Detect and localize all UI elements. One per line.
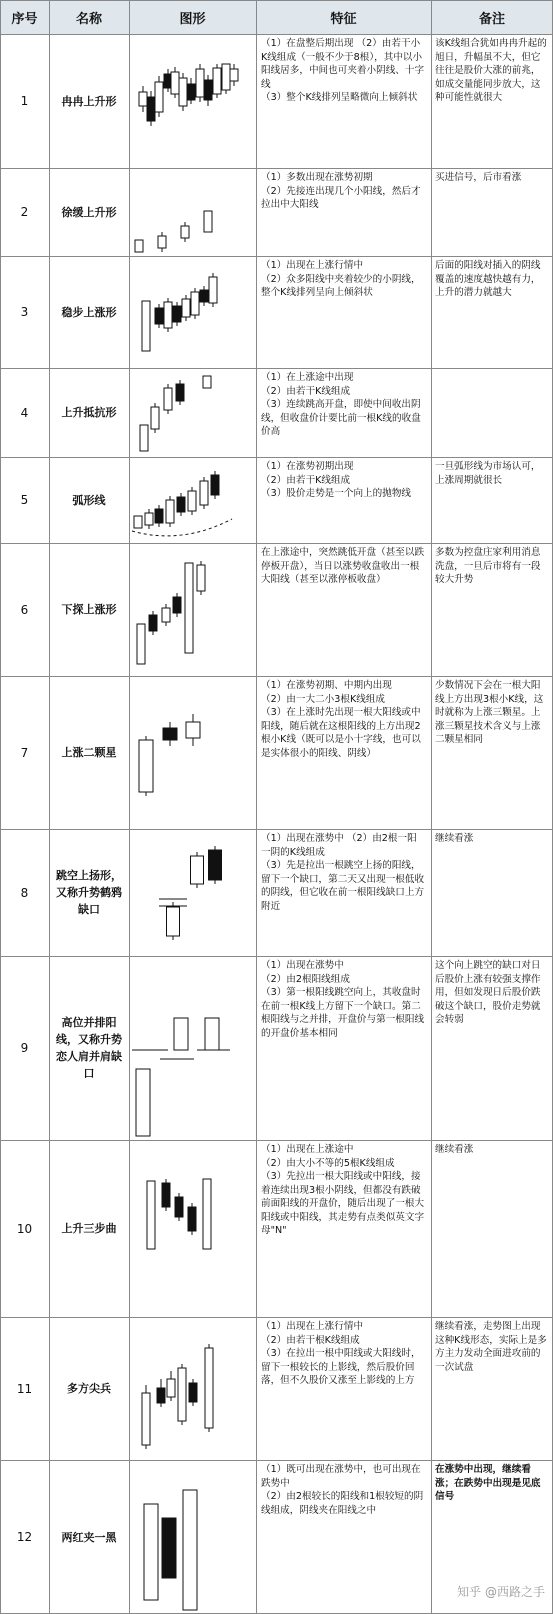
candlestick-figure (129, 457, 256, 543)
bearish-candle (187, 84, 195, 100)
bullish-candle (147, 1181, 155, 1249)
feature-line: （3）股价走势是一个向上的抛物线 (261, 488, 412, 499)
candlestick-chart (129, 457, 256, 543)
bullish-candle (178, 1368, 186, 1421)
pattern-name: 高位并排阳线，又称升势恋人肩并肩缺口 (56, 1016, 122, 1080)
bearish-candle (175, 1197, 183, 1217)
feature-line: （1）多数出现在涨势初期 (261, 172, 373, 183)
row-number: 9 (20, 1041, 29, 1055)
bullish-candle (188, 491, 196, 511)
candlestick-figure (129, 1460, 256, 1614)
pattern-notes: 买进信号，后市看涨 (435, 172, 522, 183)
bearish-candle (173, 306, 181, 322)
candlestick-chart (129, 1140, 256, 1317)
feature-line: （1）在涨势初期出现 (261, 461, 354, 472)
pattern-features (256, 1317, 431, 1460)
candlestick-figure (129, 368, 256, 457)
bullish-candle (167, 1379, 175, 1397)
candlestick-chart (129, 676, 256, 829)
pattern-features (256, 256, 431, 368)
pattern-features (256, 1140, 431, 1317)
pattern-name: 上升三步曲 (61, 1222, 117, 1235)
pattern-features (256, 956, 431, 1140)
pattern-notes (431, 368, 553, 457)
row-number: 5 (20, 493, 29, 507)
bearish-candle (204, 80, 212, 100)
pattern-features (256, 34, 431, 168)
pattern-name: 徐缓上升形 (61, 205, 117, 219)
pattern-notes: 在涨势中出现，继续看涨；在跌势中出现是见底信号 (435, 1464, 541, 1502)
row-number: 11 (16, 1381, 33, 1396)
feature-line: （1）出现在涨势中 (261, 960, 344, 971)
bearish-candle (173, 597, 181, 613)
pattern-notes: 后面的阳线对插入的阴线覆盖的速度越快越有力，上升的潜力就越大 (435, 260, 541, 298)
candlestick-chart (129, 829, 256, 956)
pattern-name: 冉冉上升形 (61, 94, 117, 108)
bullish-candle (209, 277, 217, 303)
bullish-candle (185, 563, 193, 653)
row-number: 12 (16, 1530, 33, 1544)
bullish-candle (181, 226, 189, 238)
pattern-name: 跳空上扬形，又称升势鹤鸦缺口 (56, 869, 122, 916)
row-number: 6 (20, 602, 29, 617)
row-number: 3 (20, 305, 29, 319)
feature-line: （1）既可出现在涨势中，也可出现在跌势中 (261, 1464, 421, 1489)
header-num: 序号 (0, 0, 49, 35)
feature-line: （3）在上涨时先出现一根大阳线或中阳线，随后就在这根阳线的上方出现2根小K线（既可以是小十字线，也可以是实体很小的阳线、阴线） (261, 707, 421, 759)
feature-line: （1）在盘整后期出现 （2）由若干小K线组成（一般不少于8根），其中以小阳线居多，中间也可夹着小阴线、十字线 (261, 38, 425, 90)
pattern-features (256, 368, 431, 457)
pattern-name: 弧形线 (72, 493, 106, 507)
header-figure: 图形 (129, 0, 256, 35)
pattern-notes: 一旦弧形线为市场认可，上涨周期就很长 (435, 461, 541, 486)
bullish-candle (140, 425, 148, 451)
bullish-candle (230, 69, 238, 81)
feature-line: （3）第一根阳线跳空向上，其收盘时在前一根K线上方留下一个缺口。第二根阳线与之并排，开盘价与第一根阳线的开盘价基本相同 (261, 987, 425, 1039)
bullish-candle (203, 376, 211, 388)
pattern-notes: 该K线组合犹如冉冉升起的旭日，升幅虽不大，但它往往是股价大涨的前兆，如成交量能同步放大，这种可能性就很大 (435, 38, 547, 103)
bullish-candle (174, 1018, 188, 1050)
feature-line: （2）先接连出现几个小阳线，然后才拉出中大阳线 (261, 185, 421, 210)
feature-line: （1）出现在上涨途中 (261, 1144, 354, 1155)
bearish-candle (157, 1388, 165, 1403)
bullish-candle (197, 565, 205, 591)
pattern-notes: 少数情况下会在一根大阳线上方出现3根小K线，这时就称为上涨三颗星。上涨三颗星技术含义与上涨二颗星相同 (435, 680, 544, 745)
row-number: 4 (20, 405, 29, 420)
pattern-features (256, 676, 431, 829)
bullish-candle (151, 407, 159, 429)
feature-line: （3）先拉出一根大阳线或中阳线，接着连续出现3根小阴线，但都没有跌破前面阳线的开盘价，随后出现了一根大阳线或中阳线，其走势有点类似英文字母"N" (261, 1171, 425, 1236)
candlestick-chart (129, 34, 256, 168)
candlestick-figure (129, 1317, 256, 1460)
feature-line: （2）由若干K线组成 (261, 385, 351, 397)
pattern-notes: 继续看涨 (435, 833, 474, 844)
candlestick-figure (129, 34, 256, 168)
bearish-candle (189, 1383, 197, 1402)
pattern-name: 两红夹一黑 (61, 1530, 117, 1544)
feature-line: （2）由2根较长的阳线和1根较短的阴线组成，阴线夹在阳线之中 (261, 1491, 424, 1516)
feature-line: （1）在上涨途中出现 (261, 372, 354, 383)
row-number: 7 (20, 745, 29, 760)
bearish-candle (188, 1207, 196, 1231)
bullish-candle (139, 92, 147, 106)
pattern-notes: 这个向上跳空的缺口对日后股价上涨有较强支撑作用，但如发现日后股价跌破这个缺口，股价走势就会转弱 (435, 960, 541, 1025)
candlestick-chart (129, 543, 256, 676)
bearish-candle (155, 308, 163, 324)
candlestick-figure (129, 829, 256, 956)
bullish-candle (158, 236, 166, 248)
bullish-candle (166, 500, 174, 523)
feature-line: （3）连续跳高开盘，即使中间收出阴线，但收盘价计要比前一根K线的收盘价高 (261, 399, 421, 437)
bullish-candle (139, 740, 153, 792)
bullish-candle (179, 78, 187, 106)
bullish-candle (191, 856, 204, 884)
bullish-candle (196, 69, 204, 97)
pattern-name: 上涨二颗星 (61, 746, 117, 759)
bullish-candle (162, 608, 170, 622)
pattern-name: 稳步上涨形 (61, 305, 117, 319)
bearish-candle (211, 475, 219, 495)
bullish-candle (171, 72, 179, 94)
header-name: 名称 (49, 0, 129, 35)
pattern-features (256, 168, 431, 256)
pattern-notes: 多数为控盘庄家利用消息洗盘，一旦后市将有一段较大升势 (435, 547, 541, 585)
bullish-candle (167, 907, 180, 936)
candlestick-figure (129, 168, 256, 256)
candlestick-figure (129, 676, 256, 829)
bearish-candle (176, 384, 184, 401)
candlestick-chart (129, 1317, 256, 1460)
candlestick-figure (129, 1140, 256, 1317)
bullish-candle (164, 388, 172, 410)
feature-line: （1）出现在涨势中 （2）由2根一阳一阴的K线组成 (261, 833, 417, 858)
feature-line: （1）在涨势初期、中期内出现 (261, 680, 392, 691)
pattern-features (256, 829, 431, 956)
bearish-candle (147, 97, 155, 121)
bearish-candle (209, 850, 222, 880)
bullish-candle (186, 722, 200, 738)
pattern-name: 下探上涨形 (61, 603, 117, 616)
bearish-candle (149, 615, 157, 631)
bullish-candle (155, 82, 163, 112)
feature-line: （2）由若干K线组成 (261, 474, 351, 486)
bearish-candle (162, 1518, 176, 1578)
feature-line: 在上涨途中，突然跳低开盘（甚至以跌停板开盘），当日以涨势收盘收出一根大阳线（甚至以涨停板收盘） (261, 547, 425, 585)
feature-line: （1）出现在上涨行情中 (261, 260, 364, 271)
bullish-candle (205, 1018, 219, 1050)
pattern-name: 上升抵抗形 (61, 406, 117, 419)
bullish-candle (204, 211, 212, 232)
bullish-candle (134, 516, 142, 528)
bullish-candle (213, 68, 221, 94)
bullish-candle (200, 481, 208, 505)
bullish-candle (136, 1069, 150, 1136)
row-number: 2 (20, 205, 29, 219)
header-notes: 备注 (431, 0, 553, 35)
bearish-candle (155, 509, 163, 523)
row-number: 1 (20, 94, 29, 108)
bearish-candle (200, 290, 208, 302)
candlestick-chart (129, 256, 256, 368)
candlestick-figure (129, 956, 256, 1140)
candlestick-chart (129, 168, 256, 256)
feature-line: （3）先是拉出一根跳空上扬的阳线，留下一个缺口，第二天又出现一根低收的阴线，但它收在前一根阳线缺口上方附近 (261, 860, 425, 912)
bullish-candle (203, 1179, 211, 1249)
bullish-candle (191, 292, 199, 315)
pattern-name: 多方尖兵 (67, 1382, 111, 1395)
bullish-candle (142, 301, 150, 351)
candlestick-figure (129, 543, 256, 676)
bullish-candle (182, 299, 190, 317)
feature-line: （2）由2根阳线组成 (261, 973, 350, 985)
bullish-candle (145, 513, 153, 525)
bearish-candle (163, 728, 177, 740)
feature-line: （1）出现在上涨行情中 (261, 1321, 364, 1332)
bullish-candle (144, 1504, 158, 1600)
feature-line: （2）由大小不等的5根K线组成 (261, 1157, 395, 1169)
bullish-candle (135, 240, 143, 252)
pattern-notes: 继续看涨 (435, 1144, 474, 1155)
bullish-candle (142, 1393, 150, 1445)
bullish-candle (164, 302, 172, 328)
row-number: 8 (20, 885, 29, 900)
pattern-features (256, 457, 431, 543)
row-number: 10 (16, 1221, 33, 1236)
candlestick-figure (129, 256, 256, 368)
bearish-candle (177, 497, 185, 512)
bullish-candle (183, 1490, 197, 1610)
feature-line: （2）由若干根K线组成 (261, 1334, 360, 1346)
header-features: 特征 (256, 0, 431, 35)
watermark: 知乎 @西路之手 (457, 1585, 545, 1599)
feature-line: （3）在拉出一根中阳线或大阳线时，留下一根较长的上影线，然后股价回落，但不久股价又涨至上影线的上方 (261, 1348, 421, 1386)
bullish-candle (222, 64, 230, 90)
bearish-candle (162, 1183, 170, 1207)
pattern-notes: 继续看涨，走势图上出现这种K线形态，实际上是多方主力发动全面进攻前的一次试盘 (435, 1321, 547, 1373)
bullish-candle (205, 1348, 213, 1428)
candlestick-chart (129, 368, 256, 457)
feature-line: （3）整个K线排列呈略微向上倾斜状 (261, 92, 418, 103)
bullish-candle (137, 624, 145, 664)
candlestick-chart (129, 956, 256, 1140)
pattern-features (256, 1460, 431, 1614)
candlestick-chart (129, 1460, 256, 1614)
pattern-features (256, 543, 431, 676)
feature-line: （2）由一大二小3根K线组成 (261, 693, 386, 705)
feature-line: （2）众多阳线中夹着较少的小阴线，整个K线排列呈向上倾斜状 (261, 273, 421, 298)
